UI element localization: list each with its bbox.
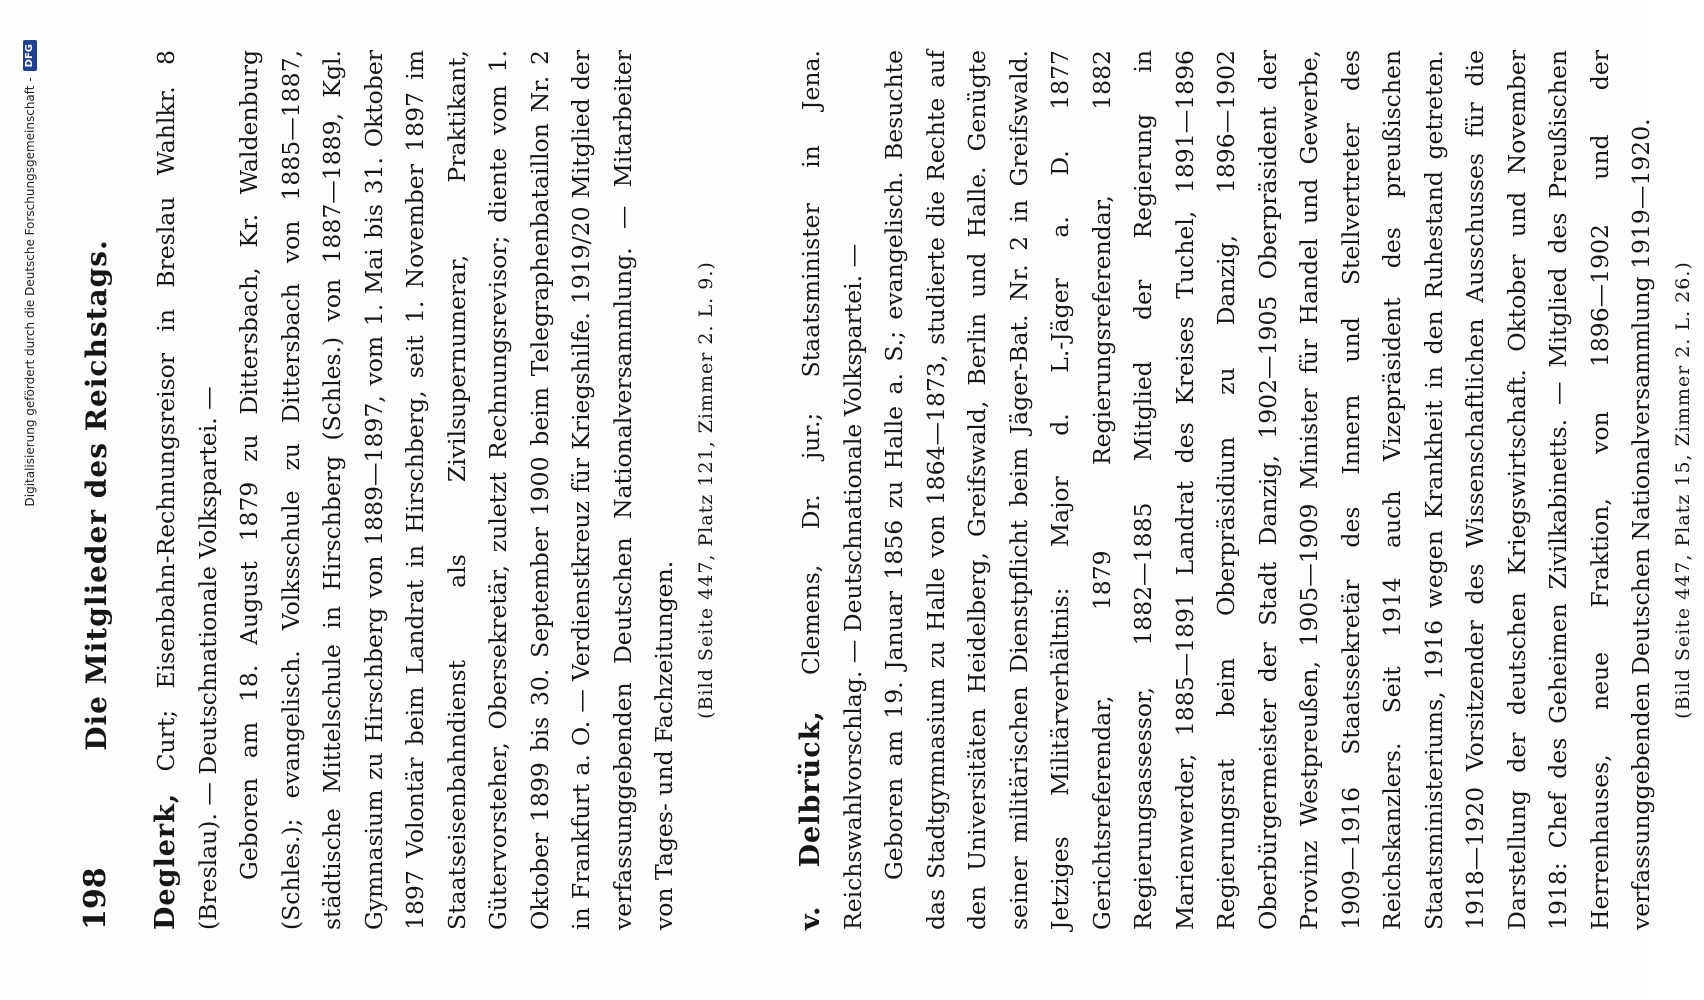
- entry-delbrueck: [790, 50, 1704, 930]
- entry-caption: (Bild Seite 447, Platz 121, Zimmer 2. L. 9.): [694, 261, 717, 719]
- member-name: Deglerk,: [150, 792, 181, 930]
- member-intro: Clemens, Dr. jur.; Staatsminister in Jena. Reichswahlvorschlag. — Deutschnationale Volkspartei. —: [797, 49, 867, 930]
- member-intro: Curt; Eisenbahn-Rechnungsreisor in Breslau Wahlkr. 8 (Breslau). — Deutschnationale Volkspartei. —: [152, 50, 222, 930]
- entry-heading: [145, 50, 229, 930]
- entry-heading: [790, 50, 874, 930]
- entry-caption: (Bild Seite 447, Platz 15, Zimmer 2. L. 26.): [1671, 261, 1694, 719]
- running-title: Die Mitglieder des Reichstags.: [80, 239, 113, 751]
- digitization-note-text: Digitalisierung gefördert durch die Deutsche Forschungsgemeinschaft -: [23, 77, 37, 507]
- entry-biography: Geboren am 19. Januar 1856 zu Halle a. S.; evangelisch. Besuchte das Stadtgymnasium zu Halle von 1864—1873, studierte die Rechte auf den Universitäten Heidelberg, Greifswald, Berlin und Halle. Genügte seiner militärischen Dienstpflicht beim Jäger-Bat. Nr. 2 in Greifswald. Jetziges Militärverhältnis: Major d. L.-Jäger a. D. 1877 Gerichtsreferendar, 1879 Regierungsreferendar, 1882 Regierungsassessor, 1882—1885 Mitglied der Regierung in Marienwerder, 1885—1891 Landrat des Kreises Tuchel, 1891—1896 Regierungsrat beim Oberpräsidium zu Danzig, 1896—1902 Oberbürgermeister der Stadt Danzig, 1902—1905 Oberpräsident der Provinz Westpreußen, 1905—1909 Minister für Handel und Gewerbe, 1909—1916 Staatssekretär des Innern und Stellvertreter des Reichskanzlers. Seit 1914 auch Vizepräsident des preußischen Staatsministeriums, 1916 wegen Krankheit in den Ruhestand getreten. 1918—1920 Vorsitzender des Wissenschaftlichen Ausschusses für die Darstellung der deutschen Kriegswirtschaft. Oktober und November 1918: Chef des Geheimen Zivilkabinetts. — Mitglied des Preußischen Herrenhauses, neue Fraktion, von 1896—1902 und der verfassunggebenden Deutschen Nationalversammlung 1919—1920.: [880, 50, 1655, 930]
- entry-deglerk: [145, 50, 727, 930]
- digitization-note: [0, 0, 60, 1000]
- page-header: [78, 60, 128, 930]
- dfg-logo: DFG: [23, 40, 37, 71]
- page-number: 198: [78, 867, 113, 930]
- member-name: v. Delbrück,: [795, 710, 826, 930]
- entry-biography: Geboren am 18. August 1879 zu Dittersbach, Kr. Waldenburg (Schles.); evangelisch. Volksschule zu Dittersbach von 1885—1887, städtische Mittelschule in Hirschberg (Schles.) von 1887—1889, Kgl. Gymnasium zu Hirschberg von 1889—1897, vom 1. Mai bis 31. Oktober 1897 Volontär beim Landrat in Hirschberg, seit 1. November 1897 im Staatseisenbahndienst als Zivilsupernumerar, Praktikant, Gütervorsteher, Obersekretär, zuletzt Rechnungsrevisor; diente vom 1. Oktober 1899 bis 30. September 1900 beim Telegraphenbataillon Nr. 2 in Frankfurt a. O. — Verdienstkreuz für Kriegshilfe. 1919/20 Mitglied der verfassunggebenden Deutschen Nationalversammlung. — Mitarbeiter von Tages- und Fachzeitungen.: [235, 50, 678, 930]
